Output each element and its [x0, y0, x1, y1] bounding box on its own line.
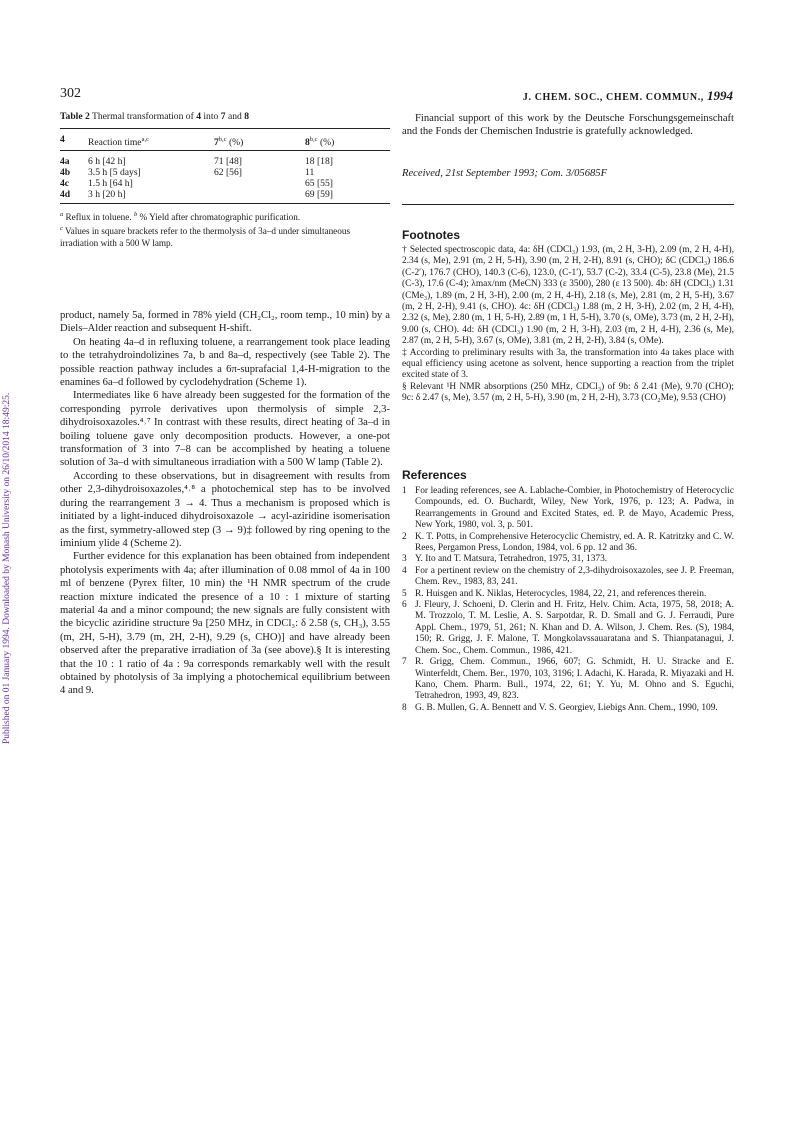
references-list [402, 486, 734, 714]
table-mid-rule [60, 150, 390, 151]
table-header-cell: 8$^{b,c}$ (%) [305, 136, 335, 149]
header-unit: (%) [228, 137, 244, 149]
body-paragraph: Further evidence for this explanation has been obtained from independent photolysis experiments with 4a; after illumination of 0.08 mmol of 4a in 100 ml of benzene (Pyrex filter, 10 min) the ¹H NMR spectrum of the crude reaction mixture indicated the presence of a 10 : 1 mixture of starting material 4a and a minor compound; the new signals are fully consistent with the bicyclic aziridine structure 9a [250 MHz, in CDCl₃: δ 2.58 (s, CH₃), 3.55 (m, 2H, 5-H), 3.79 (m, 2H, 2-H), 9.29 (s, CHO)] and have already been observed after the preparative irradiation of 3a (see above).§ It is interesting that the 10 : 1 ratio of 4a : 9a corresponds remarkably well with the result obtained by photolysis of 3a implying a photochemical equilibrium between 4 and 9. [60, 551, 390, 697]
reference-item: 8 G. B. Mullen, G. A. Bennett and V. S. Georgiev, Liebigs Ann. Chem., 1990, 109. [402, 702, 718, 713]
reference-item: 2 K. T. Potts, in Comprehensive Heterocyclic Chemistry, ed. A. R. Katritzky and C. W. Rees, Pergamon Press, London, 1984, vol. 6 pp. 12 and 36. [402, 531, 734, 554]
reference-item: 5 R. Huisgen and K. Niklas, Heterocycles, 1984, 22, 21, and references therein. [402, 588, 707, 599]
body-paragraph: Intermediates like 6 have already been suggested for the formation of the corresponding pyrrole derivatives upon thermolysis of simple 2,3-dihydroisoxazoles.⁴˒⁷ In contrast with these results, direct heating of 3a–d in boiling toluene gave only decomposition products. However, a one-pot transformation of 3 into 7–8 can be accomplished by heating a toluene solution of 3a–d with simultaneous irradiation with a 500 W lamp (Table 2). [60, 390, 390, 469]
note-a-mark: a [60, 211, 64, 218]
acknowledgement: Financial support of this work by the Deutsche Forschungsgemeinschaft and the Fonds der Chemischen Industrie is gratefully acknowledged. [402, 113, 734, 138]
note-b: % Yield after chromatographic purification. [139, 212, 301, 223]
journal-year: 1994 [707, 88, 733, 103]
reference-item: 4 For a pertinent review on the chemistry of 2,3-dihydroisoxazoles, see J. P. Freeman, Chem. Rev., 1983, 83, 241. [402, 565, 734, 588]
table-header-cell: Reaction time$^{a,c}$ [88, 136, 149, 149]
table-caption-text: Thermal transformation of [92, 111, 194, 122]
table-caption-into: into [203, 111, 219, 122]
table-caption-compound-c: 8 [244, 111, 249, 122]
table-header-cell: 4 [60, 134, 65, 145]
header-superscript: a,c [141, 136, 149, 143]
note-c-mark: c [60, 225, 63, 233]
table-caption-compound-b: 7 [220, 111, 226, 122]
table-bottom-rule [60, 203, 390, 204]
journal-name: J. CHEM. SOC., CHEM. COMMUN., [522, 92, 704, 103]
footnotes [402, 245, 734, 405]
download-watermark: Published on 01 January 1994. Downloaded by Monash University on 26/10/2014 18:49:25. [2, 392, 12, 744]
header-superscript: b,c [309, 136, 318, 143]
table-row: 4d 3 h [20 h] 69 [59] [60, 189, 333, 200]
reference-item: 7 R. Grigg, Chem. Commun., 1966, 607; G. Schmidt, H. U. Stracke and E. Winterfeldt, Chem. Ber., 1970, 103, 3196; I. Adachi, K. Harada, R. Miyazaki and H. Kano, Chem. Pharm. Bull., 1974, 22, 61; Y. Yu, M. Ohno and S. Eguchi, Tetrahedron, 1993, 49, 823. [402, 657, 734, 702]
table-row: 4c 1.5 h [64 h] 65 [55] [60, 178, 333, 189]
reference-item: 1 For leading references, see A. Lablache-Combier, in Photochemistry of Heterocyclic Compounds, ed. O. Buchardt, Wiley, New York, 1976, p. 123; A. Padwa, in Rearrangements in Ground and Excited States, ed. P. de Mayo, Academic Press, New York, 1980, vol. 3, p. 501. [402, 486, 734, 531]
table-header [60, 134, 360, 148]
table-top-rule [60, 128, 390, 129]
table-caption-and: and [227, 111, 242, 122]
body-paragraph: On heating 4a–d in refluxing toluene, a rearrangement took place leading to the tetrahydroindolizines 7a, b and 8a–d, respectively (see Table 2). The possible reaction pathway includes a 6π-suprafacial 1,4-H-migration to the enamines 6a–d followed by cyclodehydration (Scheme 1). [60, 336, 390, 389]
table-row: 4a 6 h [42 h] 71 [48] 18 [18] [60, 156, 333, 167]
table-caption [60, 110, 390, 123]
header-unit: (%) [319, 137, 335, 149]
table-body [60, 156, 360, 200]
table-caption-compound-a: 4 [196, 111, 201, 122]
reference-item: 6 J. Fleury, J. Schoeni, D. Clerin and H. Fritz, Helv. Chim. Acta, 1975, 58, 2018; A. M. Trozzolo, T. M. Leslie, A. S. Sarpotdar, R. D. Small and G. J. Ferraudi, Pure Appl. Chem., 1979, 51, 261; N. Khan and D. A. Wilson, J. Chem. Res. (S), 1984, 150; R. Grigg, J. F. Malone, T. Mongkolavssauaratana and S. Thianpatanagui, J. Chem. Soc., Chem. Commun., 1986, 421. [402, 600, 734, 656]
reference-item: 3 Y. Ito and T. Matsura, Tetrahedron, 1975, 31, 1373. [402, 554, 608, 565]
page-number: 302 [60, 86, 81, 101]
footnote-section: § Relevant ¹H NMR absorptions (250 MHz, CDCl₃) of 9b: δ 2.41 (Me), 9.70 (CHO); 9c: δ 2.47 (s, Me), 3.57 (m, 2 H, 5-H), 3.90 (m, 2 H, 2-H), 3.73 (CO₂Me), 9.53 (CHO) [402, 381, 734, 404]
table-notes [60, 209, 390, 249]
received-line: Received, 21st September 1993; Com. 3/05685F [402, 168, 608, 179]
note-b-mark: b [133, 211, 138, 218]
note-a: Reflux in toluene. [65, 212, 132, 223]
references-heading: References [402, 468, 467, 482]
table-row: 4b 3.5 h [5 days] 62 [56] 11 [60, 167, 315, 178]
table-header-cell: 7$^{b,c}$ (%) [214, 136, 244, 149]
table-label: Table 2 [60, 111, 90, 122]
note-c: Values in square brackets refer to the thermolysis of 3a–d under simultaneous irradiation with a 500 W lamp. [60, 226, 351, 248]
left-column-body [60, 309, 390, 698]
journal-header [520, 88, 733, 104]
footnotes-heading: Footnotes [402, 228, 460, 242]
footnote-double-dagger: ‡ According to preliminary results with 3a, the transformation into 4a takes place with equal efficiency using acetone as solvent, hence supporting a reaction from the triplet excited state of 3. [402, 347, 734, 381]
body-paragraph: product, namely 5a, formed in 78% yield (CH₂Cl₂, room temp., 10 min) by a Diels–Alder reaction and subsequent H-shift. [60, 310, 390, 335]
footnote-dagger: † Selected spectroscopic data, 4a: δH (CDCl₃) 1.93, (m, 2 H, 3-H), 2.09 (m, 2 H, 4-H), 2.34 (s, Me), 2.91 (m, 2 H, 5-H), 3.90 (m, 2 H, 2-H), 8.91 (s, CHO); δC (CDCl₃) 186.6 (C-2′), 176.7 (CHO), 140.3 (C-6), 123.0, (C-1′), 53.7 (C-2), 33.4 (C-5), 23.8 (Me), 21.5 (C-3), 17.6 (C-4); λmax/nm (MeCN) 333 (ε 3500), 280 (ε 13 500). 4b: δH (CDCl₃) 1.31 (CMe₃), 1.89 (m, 2 H, 3-H), 2.00 (m, 2 H, 4-H), 2.18 (s, Me), 2.81 (m, 2 H, 5-H), 3.67 (m, 2 H, 2-H), 9.41 (s, CHO). 4c: δH (CDCl₃) 1.88 (m, 2 H, 3-H), 2.02 (m, 2 H, 4-H), 2.32 (s, Me), 2.80 (m, 1 H, 5-H), 2.89 (m, 1 H, 5-H), 3.70 (s, OMe), 3.73 (m, 2 H, 2-H), 9.00 (s, CHO). 4d: δH (CDCl₃) 1.90 (m, 2 H, 3-H), 2.03 (m, 2 H, 4-H), 2.36 (s, Me), 2.87 (m, 2 H, 5-H), 3.67 (s, OMe), 3.81 (m, 2 H, 2-H), 3.84 (s, OMe). [402, 245, 734, 347]
header-superscript: b,c [218, 136, 227, 143]
section-rule [402, 204, 734, 205]
body-paragraph: According to these observations, but in disagreement with results from other 2,3-dihydroisoxazoles,⁴˒⁸ a photochemical step has to be involved during the rearrangement 3 → 4. Thus a mechanism is proposed which is initiated by a light-induced dihydroisoxazole → acyl-aziridine isomerisation as the first, symmetry-allowed step (3 → 9)‡ followed by ring opening to the iminium ylide 4 (Scheme 2). [60, 470, 390, 549]
